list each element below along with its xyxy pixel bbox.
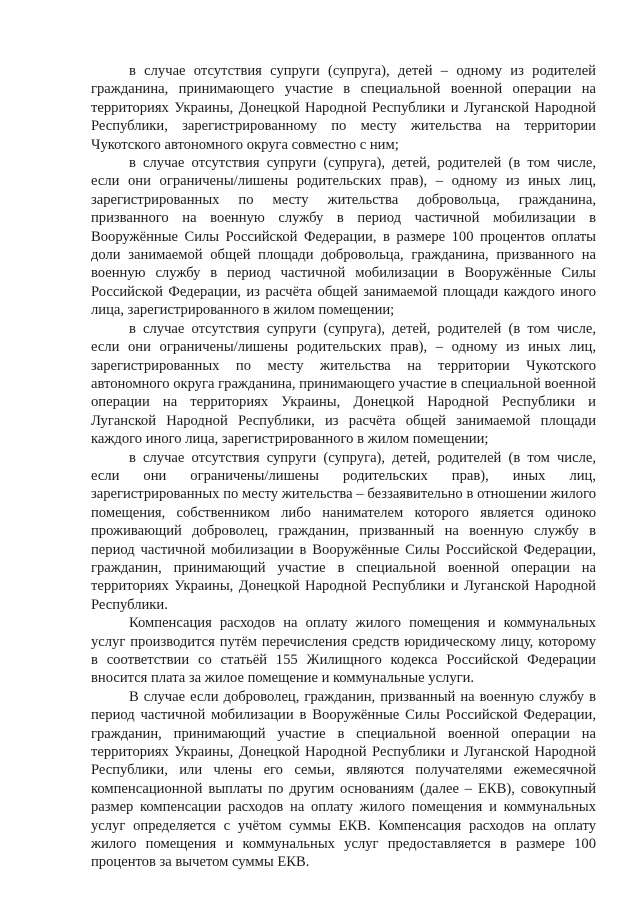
paragraph-single-resident: в случае отсутствия супруги (супруга), детей, родителей (в том числе, если они ограничены/лишены родительских прав), иных лиц, зарегистрированных по месту жительства – беззаявительно в отношении жилого помещения, собственником либо нанимателем которого является одиноко проживающий доброволец, гражданин, призванный на военную службу в период частичной мобилизации в Вооружённые Силы Российской Федерации, гражданин, принимающий участие в специальной военной операции на территориях Украины, Донецкой Народной Республики и Луганской Народной Республики. [91,449,596,613]
paragraph-payment-method: Компенсация расходов на оплату жилого помещения и коммунальных услуг производится путём перечисления средств юридическому лицу, которому в соответствии со статьёй 155 Жилищного кодекса Российской Федерации вносится плата за жилое помещение и коммунальные услуги. [91,615,596,687]
document-body [91,62,596,872]
paragraph-parent-compensation: в случае отсутствия супруги (супруга), детей – одному из родителей гражданина, принимающего участие в специальной военной операции на территориях Украины, Донецкой Народной Республики и Луганской Народной Республики, зарегистрированному по месту жительства на территории Чукотского автономного округа совместно с ним; [91,63,596,153]
paragraph-ekv-deduction: В случае если доброволец, гражданин, призванный на военную службу в период частичной мобилизации в Вооружённые Силы Российской Федерации, гражданин, принимающий участие в специальной военной операции на территориях Украины, Донецкой Народной Республики и Луганской Народной Республики, или члены его семьи, являются получателями ежемесячной компенсационной выплаты по другим основаниям (далее – ЕКВ), совокупный размер компенсации расходов на оплату жилого помещения и коммунальных услуг определяется с учётом суммы ЕКВ. Компенсация расходов на оплату жилого помещения и коммунальных услуг предоставляется в размере 100 процентов за вычетом суммы ЕКВ. [91,688,596,871]
paragraph-other-persons-participant: в случае отсутствия супруги (супруга), детей, родителей (в том числе, если они ограничены/лишены родительских прав), – одному из иных лиц, зарегистрированных по месту жительства на территории Чукотского автономного округа гражданина, принимающего участие в специальной военной операции на территориях Украины, Донецкой Народной Республики и Луганской Народной Республики, из расчёта общей занимаемой площади каждого иного лица, зарегистрированного в жилом помещении; [91,320,596,448]
paragraph-other-persons-volunteer: в случае отсутствия супруги (супруга), детей, родителей (в том числе, если они ограничены/лишены родительских прав), – одному из иных лиц, зарегистрированных по месту жительства добровольца, гражданина, призванного на военную службу в период частичной мобилизации в Вооружённые Силы Российской Федерации, в размере 100 процентов оплаты доли занимаемой общей площади добровольца, гражданина, призванного на военную службу в период частичной мобилизации в Вооружённые Силы Российской Федерации, из расчёта общей занимаемой площади каждого иного лица, зарегистрированного в жилом помещении; [91,155,596,319]
